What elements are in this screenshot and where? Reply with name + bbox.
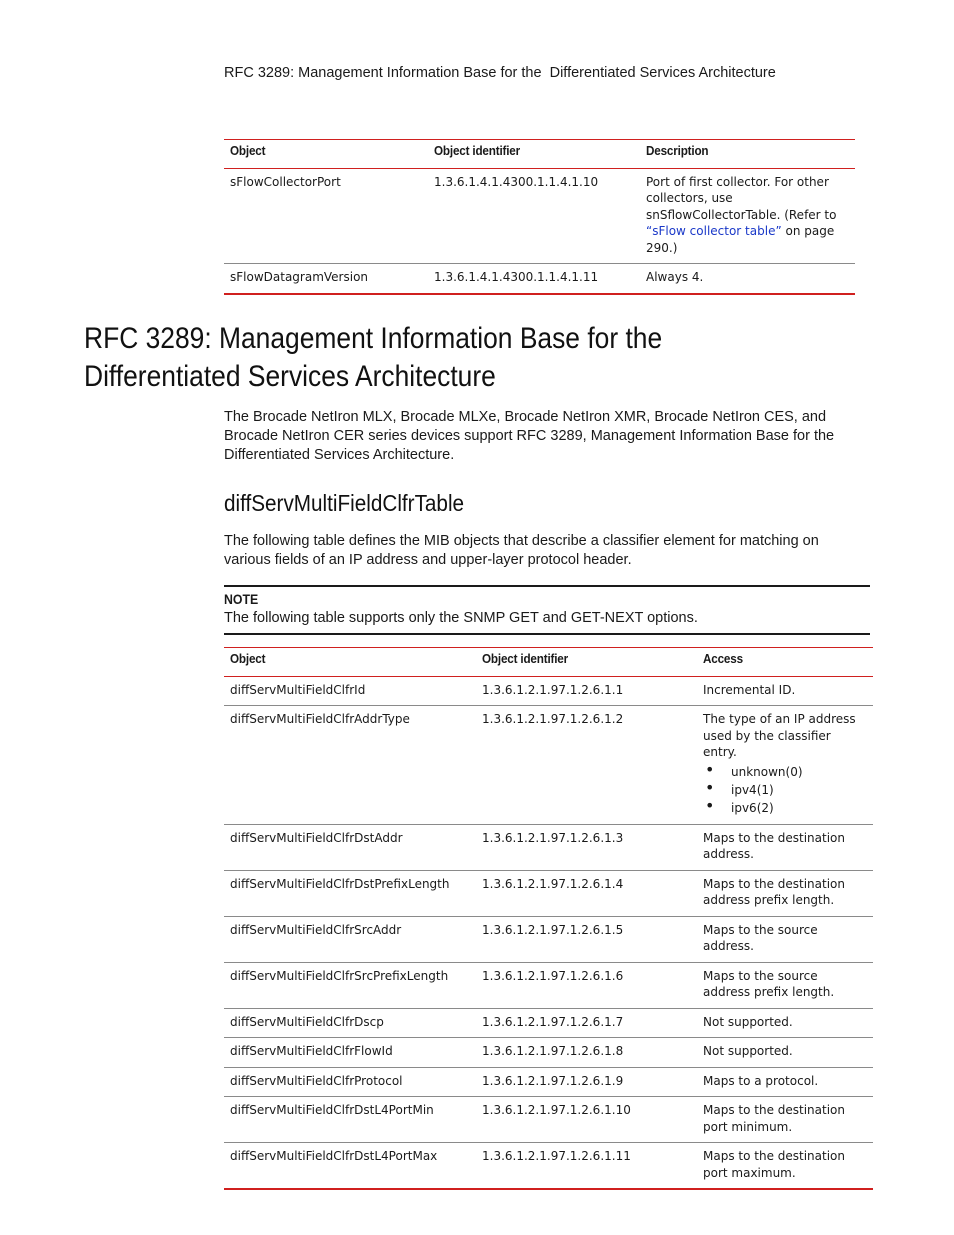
table-header-row (224, 648, 873, 677)
description-text: Port of first collector. For other collectors, use snSflowCollectorTable. (Refer to (646, 174, 837, 222)
column-header-object: Object (224, 648, 476, 677)
oid-cell: 1.3.6.1.2.1.97.1.2.6.1.3 (476, 824, 697, 870)
table-row (224, 824, 873, 870)
sflow-table (224, 139, 855, 295)
access-cell: Not supported. (697, 1008, 873, 1038)
note-box (224, 585, 870, 635)
list-item: • ipv4(1) (703, 781, 867, 799)
table-row (224, 264, 855, 294)
description-cell (640, 168, 855, 264)
oid-cell: 1.3.6.1.2.1.97.1.2.6.1.10 (476, 1097, 697, 1143)
access-cell: Maps to the destination port minimum. (697, 1097, 873, 1143)
oid-cell: 1.3.6.1.2.1.97.1.2.6.1.6 (476, 962, 697, 1008)
diffserv-multifield-clfr-table (224, 647, 873, 1190)
oid-cell: 1.3.6.1.2.1.97.1.2.6.1.2 (476, 706, 697, 825)
oid-cell: 1.3.6.1.2.1.97.1.2.6.1.4 (476, 870, 697, 916)
object-cell: diffServMultiFieldClfrId (224, 676, 476, 706)
column-header-oid: Object identifier (428, 140, 640, 169)
note-title: NOTE (224, 591, 259, 607)
table-row (224, 676, 873, 706)
table-header-row (224, 140, 855, 169)
subsection-description: The following table defines the MIB objects that describe a classifier element for matching on various fields of an IP address and upper-layer protocol header. (224, 533, 819, 568)
access-cell: Maps to a protocol. (697, 1067, 873, 1097)
access-text: The type of an IP address used by the classifier entry. (703, 712, 856, 759)
note-text: The following table supports only the SNMP GET and GET-NEXT options. (224, 610, 698, 626)
access-cell: Maps to the source address. (697, 916, 873, 962)
access-cell: Maps to the destination address prefix length. (697, 870, 873, 916)
object-cell: diffServMultiFieldClfrDstL4PortMax (224, 1143, 476, 1190)
column-header-description: Description (640, 140, 855, 169)
access-cell: Maps to the destination address. (697, 824, 873, 870)
object-cell: diffServMultiFieldClfrFlowId (224, 1038, 476, 1068)
oid-cell: 1.3.6.1.2.1.97.1.2.6.1.1 (476, 676, 697, 706)
oid-cell: 1.3.6.1.2.1.97.1.2.6.1.8 (476, 1038, 697, 1068)
object-cell: diffServMultiFieldClfrProtocol (224, 1067, 476, 1097)
table-row (224, 1143, 873, 1190)
column-header-oid: Object identifier (476, 648, 697, 677)
sflow-collector-table-link[interactable]: “sFlow collector table” (646, 224, 782, 238)
access-cell: Incremental ID. (697, 676, 873, 706)
table-row (224, 1008, 873, 1038)
object-cell: diffServMultiFieldClfrAddrType (224, 706, 476, 825)
section-intro: The Brocade NetIron MLX, Brocade MLXe, Brocade NetIron XMR, Brocade NetIron CES, and Brocade NetIron CER series devices support RFC 3289, Management Information Base for the Differentiated Services Architecture. (224, 409, 835, 463)
object-cell: sFlowDatagramVersion (224, 264, 428, 294)
table-row (224, 1067, 873, 1097)
object-cell: diffServMultiFieldClfrDstL4PortMin (224, 1097, 476, 1143)
table-row (224, 962, 873, 1008)
list-item: • ipv6(2) (703, 799, 867, 817)
description-cell: Always 4. (640, 264, 855, 294)
access-cell: Maps to the destination port maximum. (697, 1143, 873, 1190)
table-row (224, 168, 855, 264)
table-row (224, 870, 873, 916)
table-row (224, 1038, 873, 1068)
description-text-end: on page 290.) (646, 224, 835, 255)
section-title: RFC 3289: Management Information Base for the Differentiated Services Architecture (84, 322, 663, 393)
table-row (224, 916, 873, 962)
object-cell: sFlowCollectorPort (224, 168, 428, 264)
oid-cell: 1.3.6.1.4.1.4300.1.1.4.1.10 (428, 168, 640, 264)
object-cell: diffServMultiFieldClfrDscp (224, 1008, 476, 1038)
oid-cell: 1.3.6.1.2.1.97.1.2.6.1.7 (476, 1008, 697, 1038)
address-type-list (703, 763, 867, 817)
access-cell: Not supported. (697, 1038, 873, 1068)
column-header-access: Access (697, 648, 873, 677)
object-cell: diffServMultiFieldClfrSrcPrefixLength (224, 962, 476, 1008)
oid-cell: 1.3.6.1.2.1.97.1.2.6.1.5 (476, 916, 697, 962)
access-cell (697, 706, 873, 825)
object-cell: diffServMultiFieldClfrDstPrefixLength (224, 870, 476, 916)
column-header-object: Object (224, 140, 428, 169)
access-cell: Maps to the source address prefix length. (697, 962, 873, 1008)
list-item: • unknown(0) (703, 763, 867, 781)
oid-cell: 1.3.6.1.2.1.97.1.2.6.1.9 (476, 1067, 697, 1097)
object-cell: diffServMultiFieldClfrSrcAddr (224, 916, 476, 962)
object-cell: diffServMultiFieldClfrDstAddr (224, 824, 476, 870)
table-row (224, 706, 873, 825)
subsection-title: diffServMultiFieldClfrTable (224, 490, 465, 516)
table-row (224, 1097, 873, 1143)
oid-cell: 1.3.6.1.2.1.97.1.2.6.1.11 (476, 1143, 697, 1190)
running-header: RFC 3289: Management Information Base for the Differentiated Services Architecture (224, 65, 776, 81)
oid-cell: 1.3.6.1.4.1.4300.1.1.4.1.11 (428, 264, 640, 294)
